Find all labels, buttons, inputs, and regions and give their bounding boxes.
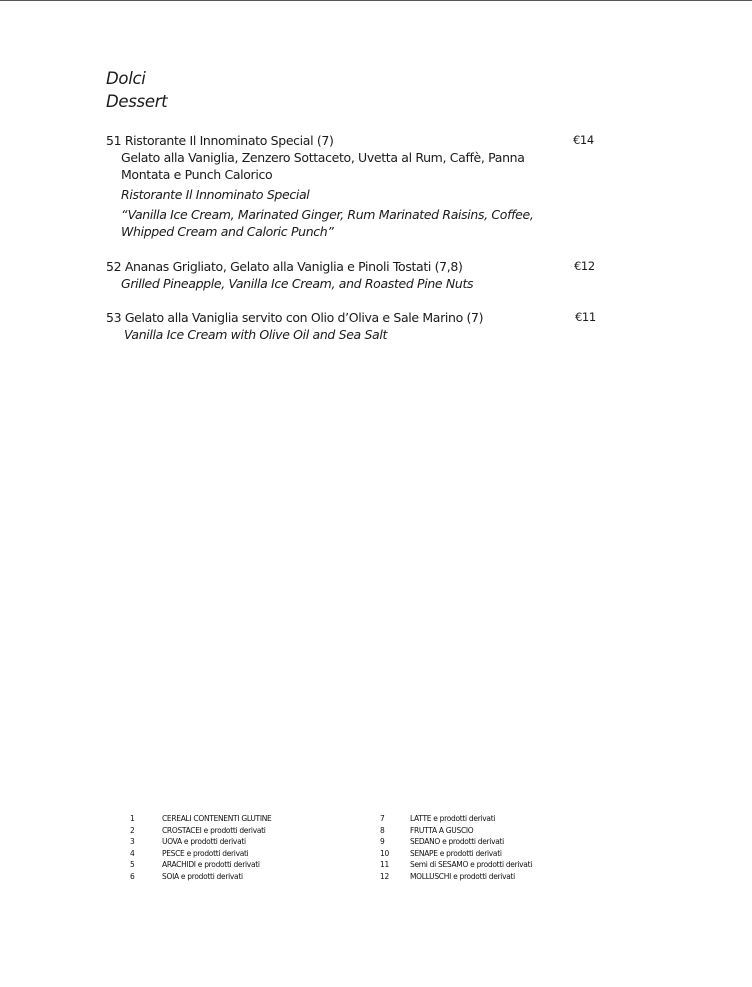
menu-item-51-heading: 51 Ristorante Il Innominato Special (7) bbox=[106, 133, 334, 148]
allergen-row bbox=[130, 859, 272, 871]
allergen-label: MOLLUSCHI e prodotti derivati bbox=[410, 871, 515, 881]
allergen-label: CROSTACEI e prodotti derivati bbox=[162, 825, 266, 835]
menu-item-51-desc-en-line2: Whipped Cream and Caloric Punch” bbox=[121, 224, 334, 239]
allergen-label: SEDANO e prodotti derivati bbox=[410, 837, 504, 847]
menu-item-51-desc-it-line1: Gelato alla Vaniglia, Zenzero Sottaceto, Uvetta al Rum, Caffè, Panna bbox=[121, 150, 525, 165]
allergen-row bbox=[380, 825, 532, 837]
allergen-number: 4 bbox=[130, 848, 135, 858]
allergen-number: 12 bbox=[380, 871, 389, 881]
menu-item-51-desc-en-line1: “Vanilla Ice Cream, Marinated Ginger, Rum Marinated Raisins, Coffee, bbox=[121, 207, 534, 222]
allergen-row bbox=[130, 848, 272, 860]
allergen-legend-left bbox=[130, 813, 272, 883]
top-border-line bbox=[0, 0, 752, 1]
allergen-number: 2 bbox=[130, 825, 135, 835]
allergen-row bbox=[380, 848, 532, 860]
allergen-number: 11 bbox=[380, 860, 389, 870]
allergen-number: 6 bbox=[130, 871, 135, 881]
allergen-row bbox=[130, 836, 272, 848]
allergen-label: ARACHIDI e prodotti derivati bbox=[162, 860, 260, 870]
allergen-label: CEREALI CONTENENTI GLUTINE bbox=[162, 814, 272, 823]
allergen-number: 10 bbox=[380, 848, 389, 858]
menu-item-52-desc-en: Grilled Pineapple, Vanilla Ice Cream, and Roasted Pine Nuts bbox=[121, 276, 474, 291]
allergen-number: 1 bbox=[130, 814, 135, 823]
menu-item-51-name-en: Ristorante Il Innominato Special bbox=[121, 187, 310, 202]
allergen-label: SOIA e prodotti derivati bbox=[162, 871, 243, 881]
allergen-label: FRUTTA A GUSCIO bbox=[410, 825, 474, 835]
allergen-row bbox=[380, 871, 532, 883]
allergen-label: SENAPE e prodotti derivati bbox=[410, 848, 502, 858]
allergen-row bbox=[380, 859, 532, 871]
allergen-number: 5 bbox=[130, 860, 135, 870]
menu-item-53-heading: 53 Gelato alla Vaniglia servito con Olio d’Oliva e Sale Marino (7) bbox=[106, 310, 484, 325]
menu-item-51-price: €14 bbox=[573, 133, 594, 147]
allergen-row bbox=[130, 825, 272, 837]
allergen-row bbox=[380, 836, 532, 848]
allergen-label: Semi di SESAMO e prodotti derivati bbox=[410, 860, 533, 870]
allergen-label: UOVA e prodotti derivati bbox=[162, 837, 246, 847]
allergen-row bbox=[380, 813, 532, 825]
menu-item-52-heading: 52 Ananas Grigliato, Gelato alla Vaniglia e Pinoli Tostati (7,8) bbox=[106, 259, 463, 274]
allergen-number: 7 bbox=[380, 814, 385, 823]
allergen-legend-right bbox=[380, 813, 532, 883]
allergen-number: 9 bbox=[380, 837, 385, 847]
allergen-row bbox=[130, 871, 272, 883]
menu-item-53-desc-en: Vanilla Ice Cream with Olive Oil and Sea Salt bbox=[124, 327, 388, 342]
allergen-label: LATTE e prodotti derivati bbox=[410, 814, 496, 823]
allergen-number: 8 bbox=[380, 825, 385, 835]
allergen-row bbox=[130, 813, 272, 825]
menu-item-52-price: €12 bbox=[574, 259, 595, 273]
menu-item-53-price: €11 bbox=[575, 310, 596, 324]
allergen-number: 3 bbox=[130, 837, 135, 847]
section-title-english: Dessert bbox=[106, 92, 168, 111]
menu-item-51-desc-it-line2: Montata e Punch Calorico bbox=[121, 167, 273, 182]
allergen-label: PESCE e prodotti derivati bbox=[162, 848, 249, 858]
section-title-italian: Dolci bbox=[106, 69, 146, 88]
